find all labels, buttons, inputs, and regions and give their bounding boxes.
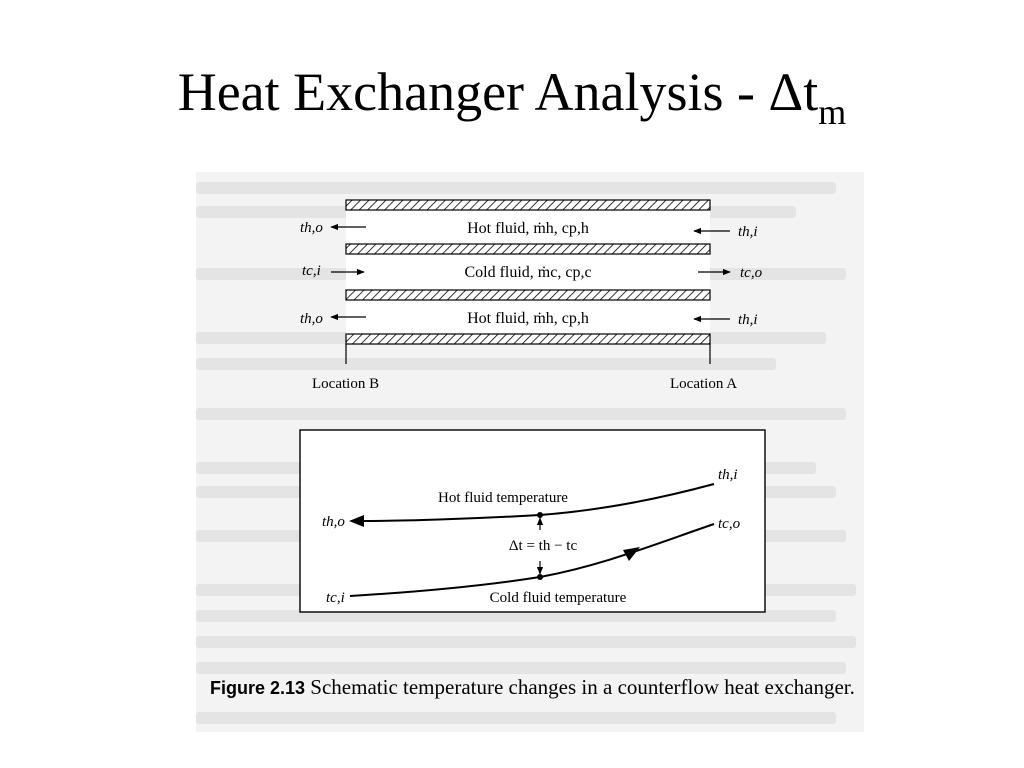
hot-curve-point <box>537 512 543 518</box>
cold-fluid-label: Cold fluid, ṁc, cp,c <box>464 264 592 281</box>
label-th-i-bottom: th,i <box>738 312 758 328</box>
plot-label-tc-i: tc,i <box>326 590 345 606</box>
figure-caption-text: Schematic temperature changes in a counterflow heat exchanger. <box>310 675 855 699</box>
tube-wall-top <box>346 200 710 210</box>
label-tc-i: tc,i <box>302 263 321 279</box>
label-th-i-top: th,i <box>738 224 758 240</box>
slide-title-subscript: m <box>818 92 847 132</box>
tube-wall-inner-upper <box>346 244 710 254</box>
plot-label-tc-o: tc,o <box>718 516 741 532</box>
label-th-o-bottom: th,o <box>300 311 323 327</box>
label-tc-o: tc,o <box>740 265 763 281</box>
plot-label-th-o: th,o <box>322 514 345 530</box>
exchanger-schematic <box>300 200 763 392</box>
temperature-profile-plot <box>300 430 765 612</box>
cold-curve-point <box>537 574 543 580</box>
tube-wall-inner-lower <box>346 290 710 300</box>
hot-fluid-label-bottom: Hot fluid, ṁh, cp,h <box>467 310 589 327</box>
hot-fluid-label-top: Hot fluid, ṁh, cp,h <box>467 220 589 237</box>
figure-caption <box>210 674 870 701</box>
hot-curve-label: Hot fluid temperature <box>438 490 568 506</box>
tube-wall-bottom <box>346 334 710 344</box>
delta-t-label: Δt = th − tc <box>508 538 578 554</box>
slide-title-main: Heat Exchanger Analysis - Δt <box>177 62 819 122</box>
label-th-o-top: th,o <box>300 220 323 236</box>
location-a-label: Location A <box>670 376 738 392</box>
figure-number: Figure 2.13 <box>210 678 306 698</box>
cold-curve-label: Cold fluid temperature <box>489 590 627 606</box>
location-b-label: Location B <box>312 376 380 392</box>
plot-label-th-i: th,i <box>718 467 738 483</box>
